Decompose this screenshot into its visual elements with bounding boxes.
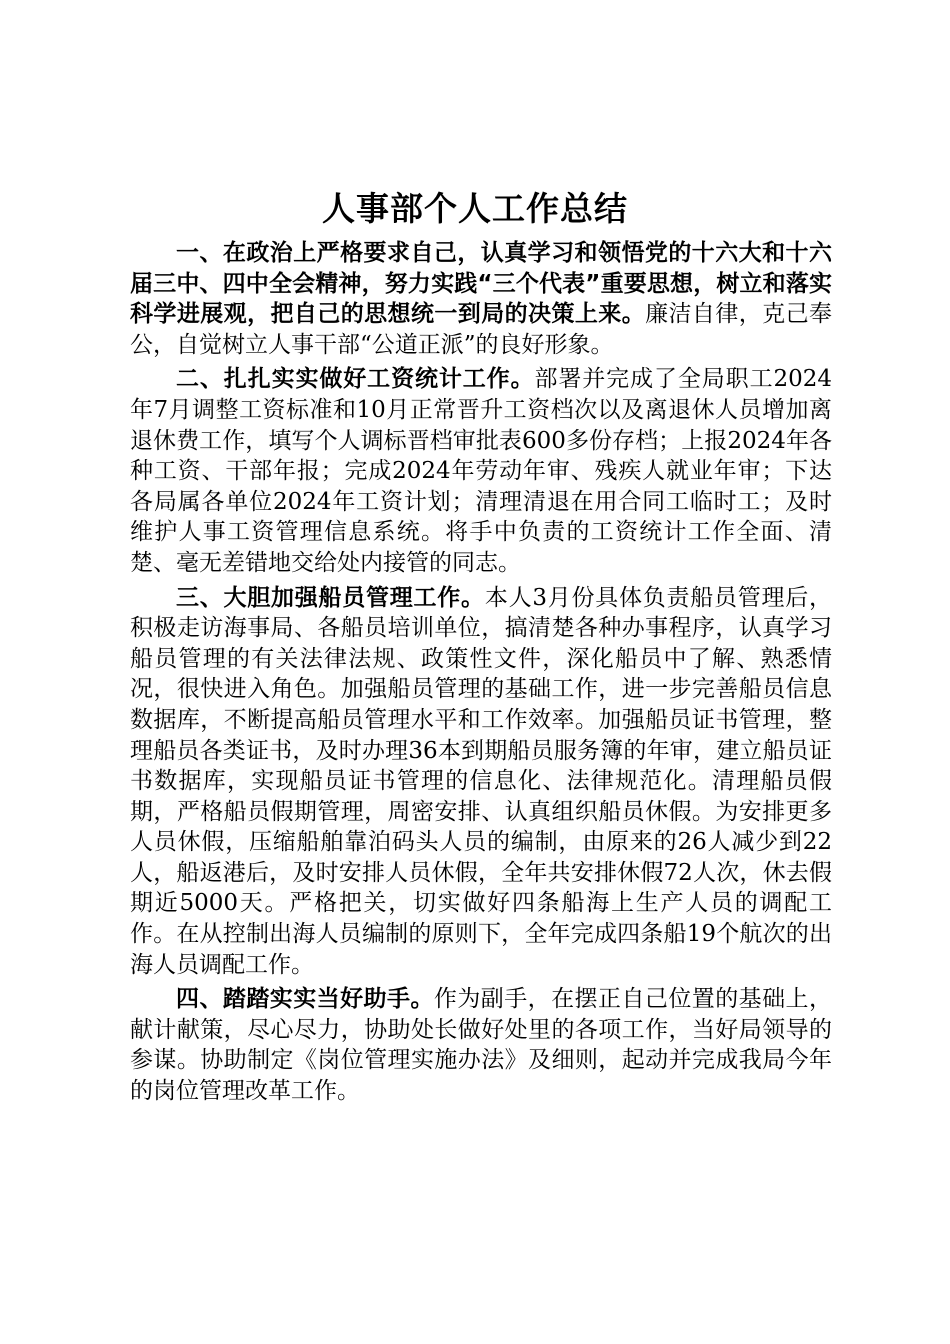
document-title: 人事部个人工作总结 — [322, 189, 628, 228]
paragraph-lead: 三、大胆加强船员管理工作。 — [176, 584, 485, 611]
document-body — [130, 238, 832, 1111]
paragraph-wage-statistics — [130, 364, 832, 578]
paragraph-assistant — [130, 984, 832, 1106]
paragraph-text: 廉洁自律，克己奉公，自觉树立人事干部“公道正派”的良好形象。 — [130, 301, 833, 358]
paragraph-crew-management — [130, 583, 832, 981]
paragraph-lead: 四、踏踏实实当好助手。 — [176, 986, 434, 1013]
paragraph-text: 本人3月份具体负责船员管理后，积极走访海事局、各船员培训单位，搞清楚各种办事程序，认真学习船员管理的有关法律法规、政策性文件，深化船员中了解、熟悉情况，很快进入角色。加强船员管理的基础工作，进一步完善船员信息数据库，不断提高船员管理水平和工作效率。加强船员证书管理，整理船员各类证书，及时办理36本到期船员服务簿的年审，建立船员证书数据库，实现船员证书管理的信息化、法律规范化。清理船员假期，严格船员假期管理，周密安排、认真组织船员休假。为安排更多人员休假，压缩船舶靠泊码头人员的编制，由原来的26人减少到22人，船返港后，及时安排人员休假，全年共安排休假72人次，休去假期近5000天。严格把关，切实做好四条船海上生产人员的调配工作。在从控制出海人员编制的原则下，全年完成四条船19个航次的出海人员调配工作。 — [130, 584, 833, 978]
paragraph-lead: 二、扎扎实实做好工资统计工作。 — [176, 366, 535, 393]
paragraph-lead: 一、在政治上严格要求自己，认真学习和领悟党的十六大和十六届三中、四中全会精神，努力实践“三个代表”重要思想，树立和落实科学进展观，把自己的思想统一到局的决策上来。 — [130, 240, 832, 328]
paragraph-text: 作为副手，在摆正自己位置的基础上，献计献策，尽心尽力，协助处长做好处里的各项工作，当好局领导的参谋。协助制定《岗位管理实施办法》及细则，起动并完成我局今年的岗位管理改革工作。 — [130, 986, 833, 1105]
paragraph-political — [130, 238, 832, 360]
paragraph-text: 部署并完成了全局职工2024年7月调整工资标准和10月正常晋升工资档次以及离退休人员增加离退休费工作，填写个人调标晋档审批表600多份存档；上报2024年各种工资、干部年报；完成2024年劳动年审、残疾人就业年审；下达各局属各单位2024年工资计划；清理清退在用合同工临时工；及时维护人事工资管理信息系统。将手中负责的工资统计工作全面、清楚、毫无差错地交给处内接管的同志。 — [130, 366, 832, 576]
